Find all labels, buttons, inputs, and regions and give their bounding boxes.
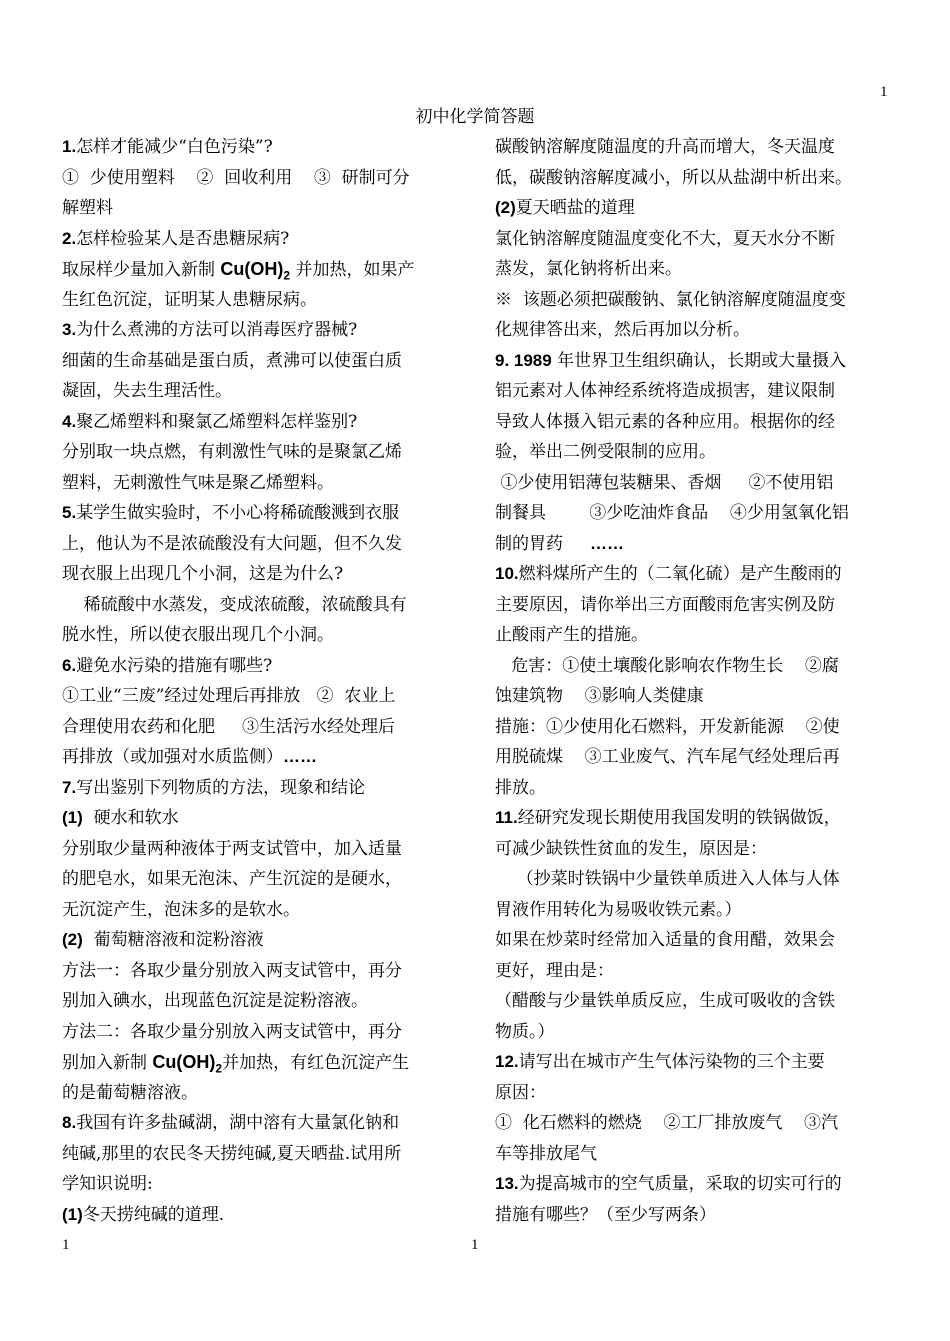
question-number: 8. bbox=[62, 1113, 77, 1132]
text-line bbox=[62, 1169, 462, 1200]
line-text: 我国有许多盐碱湖，湖中溶有大量氯化钠和 bbox=[76, 1113, 400, 1133]
text-line bbox=[495, 1017, 893, 1048]
line-text: 排放。 bbox=[495, 777, 546, 798]
text-line bbox=[62, 285, 462, 316]
text-line bbox=[495, 132, 893, 163]
line-text: 脱水性，所以使衣服出现几个小洞。 bbox=[62, 625, 334, 645]
text-line bbox=[495, 590, 893, 621]
text-line bbox=[495, 529, 893, 560]
line-text: 请写出在城市产生气体污染物的三个主要 bbox=[518, 1052, 825, 1072]
question-number: 2. bbox=[62, 228, 77, 248]
text-line bbox=[495, 498, 893, 529]
text-line bbox=[495, 1200, 893, 1231]
text-line bbox=[495, 834, 893, 865]
line-text: 蒸发，氯化钠将析出来。 bbox=[495, 259, 682, 279]
chemical-formula: Cu(OH) bbox=[220, 259, 284, 279]
text-line bbox=[62, 956, 462, 987]
line-text: 年世界卫生组织确认，长期或大量摄入 bbox=[551, 350, 847, 371]
line-text: 细菌的生命基础是蛋白质，煮沸可以使蛋白质 bbox=[62, 350, 402, 371]
text-line bbox=[62, 651, 462, 682]
text-line bbox=[495, 773, 893, 804]
text-line bbox=[62, 437, 462, 468]
text-line bbox=[495, 620, 893, 651]
question-number: 13. bbox=[495, 1174, 519, 1193]
line-text: 胃液作用转化为易吸收铁元素。） bbox=[495, 899, 742, 920]
line-text: 夏天晒盐的道理 bbox=[515, 198, 635, 218]
question-number: 5. bbox=[62, 503, 77, 522]
line-text: ①少使用铝薄包装糖果、香烟 ②不使用铝 bbox=[495, 472, 834, 493]
line-text: 车等排放尾气 bbox=[495, 1143, 597, 1164]
line-text: 解塑料 bbox=[62, 198, 113, 218]
line-text: 制餐具 ③少吃油炸食品 ④少用氢氧化铝 bbox=[495, 503, 849, 523]
text-line bbox=[62, 925, 462, 956]
line-text: 低，碳酸钠溶解度减小，所以从盐湖中析出来。 bbox=[495, 167, 852, 188]
text-line bbox=[62, 1078, 462, 1109]
line-text: 取尿样少量加入新制 bbox=[62, 260, 221, 280]
line-text: 的肥皂水，如果无泡沫、产生沉淀的是硬水， bbox=[62, 869, 402, 889]
line-text: 某学生做实验时，不小心将稀硫酸溅到衣服 bbox=[76, 503, 400, 523]
ellipsis: …… bbox=[283, 747, 317, 766]
text-line bbox=[495, 956, 893, 987]
text-line bbox=[495, 651, 893, 682]
line-text: 如果在炒菜时经常加入适量的食用醋，效果会 bbox=[495, 930, 835, 950]
question-number: (1) bbox=[62, 1204, 83, 1224]
text-line bbox=[62, 529, 462, 560]
line-text: 稀硫酸中水蒸发，变成浓硫酸，浓硫酸具有 bbox=[62, 594, 407, 615]
text-line bbox=[495, 193, 893, 224]
question-number: 11. bbox=[495, 808, 518, 827]
text-line bbox=[62, 834, 462, 865]
line-text: （抄菜时铁锅中少量铁单质进入人体与人体 bbox=[495, 869, 840, 889]
text-line bbox=[495, 376, 893, 407]
line-text: 纯碱,那里的农民冬天捞纯碱,夏天晒盐.试用所 bbox=[62, 1143, 402, 1164]
line-text: 经研究发现长期使用我国发明的铁锅做饭， bbox=[517, 808, 841, 828]
text-line bbox=[495, 895, 893, 926]
question-number: (2) bbox=[62, 930, 83, 949]
text-line bbox=[62, 346, 462, 377]
line-text: 制的胃药 bbox=[495, 533, 591, 554]
right-column bbox=[495, 132, 893, 1230]
line-text: 分别取少量两种液体于两支试管中，加入适量 bbox=[62, 838, 402, 859]
text-line bbox=[495, 224, 893, 255]
line-text: 止酸雨产生的措施。 bbox=[495, 625, 648, 645]
ellipsis: …… bbox=[590, 533, 625, 553]
text-line bbox=[62, 407, 462, 438]
line-text: 可减少缺铁性贫血的发生，原因是： bbox=[495, 838, 767, 859]
line-text: 硬水和软水 bbox=[82, 808, 179, 828]
text-line bbox=[62, 895, 462, 926]
question-number: 3. bbox=[62, 320, 77, 339]
text-line bbox=[62, 1200, 462, 1231]
question-number: 9. 1989 bbox=[495, 350, 552, 370]
text-line bbox=[495, 468, 893, 499]
question-number: 10. bbox=[495, 564, 519, 583]
text-line bbox=[62, 224, 462, 255]
line-text: （醋酸与少量铁单质反应，生成可吸收的含铁 bbox=[495, 991, 835, 1011]
text-line bbox=[62, 163, 462, 194]
formula-subscript: 2 bbox=[215, 1061, 223, 1076]
text-line bbox=[495, 437, 893, 468]
line-text: 怎样才能减少“白色污染”? bbox=[76, 137, 273, 157]
formula-subscript: 2 bbox=[283, 268, 291, 283]
question-number: 7. bbox=[62, 777, 77, 797]
line-text: ① 化石燃料的燃烧 ②工厂排放废气 ③汽 bbox=[495, 1113, 839, 1133]
line-text: ① 少使用塑料 ② 回收利用 ③ 研制可分 bbox=[62, 167, 410, 188]
text-line bbox=[495, 163, 893, 194]
line-text: 写出鉴别下列物质的方法，现象和结论 bbox=[76, 777, 366, 798]
line-text: 为提高城市的空气质量，采取的切实可行的 bbox=[518, 1174, 842, 1194]
question-number: (1) bbox=[62, 808, 83, 827]
line-text: 塑料，无刺激性气味是聚乙烯塑料。 bbox=[62, 472, 334, 493]
text-line bbox=[62, 254, 462, 285]
line-text: 生红色沉淀，证明某人患糖尿病。 bbox=[62, 289, 317, 310]
text-line bbox=[62, 803, 462, 834]
line-text: 导致人体摄入铝元素的各种应用。根据你的经 bbox=[495, 411, 835, 432]
text-line bbox=[62, 1047, 462, 1078]
text-line bbox=[62, 498, 462, 529]
text-line bbox=[62, 864, 462, 895]
line-text: ※ 该题必须把碳酸钠、氯化钠溶解度随温度变 bbox=[495, 289, 846, 310]
line-text: 原因： bbox=[495, 1082, 546, 1103]
line-text: 无沉淀产生，泡沫多的是软水。 bbox=[62, 899, 300, 920]
line-text: 现衣服上出现几个小洞，这是为什么? bbox=[62, 564, 344, 584]
text-line bbox=[62, 773, 462, 804]
line-text: 为什么煮沸的方法可以消毒医疗器械? bbox=[76, 320, 358, 340]
line-text: 物质。） bbox=[495, 1021, 555, 1042]
line-text: 碳酸钠溶解度随温度的升高而增大，冬天温度 bbox=[495, 137, 835, 157]
line-text: 合理使用农药和化肥 ③生活污水经处理后 bbox=[62, 716, 396, 737]
question-number: 1. bbox=[62, 137, 77, 156]
page-title: 初中化学简答题 bbox=[415, 107, 535, 127]
line-text: 主要原因，请你举出三方面酸雨危害实例及防 bbox=[495, 594, 835, 615]
line-text: 并加热，有红色沉淀产生 bbox=[222, 1053, 410, 1073]
text-line bbox=[62, 193, 462, 224]
line-text: 验，举出二例受限制的应用。 bbox=[495, 442, 716, 462]
text-line bbox=[495, 681, 893, 712]
text-line bbox=[495, 1047, 893, 1078]
line-text: 冬天捞纯碱的道理. bbox=[82, 1204, 225, 1225]
line-text: 并加热，如果产 bbox=[290, 260, 415, 280]
text-line bbox=[495, 1169, 893, 1200]
line-text: 避免水污染的措施有哪些? bbox=[76, 655, 273, 676]
left-column bbox=[62, 132, 462, 1230]
text-line bbox=[495, 559, 893, 590]
line-text: 学知识说明: bbox=[62, 1174, 153, 1194]
line-text: 再排放（或加强对水质监侧） bbox=[62, 747, 283, 767]
line-text: 凝固，失去生理活性。 bbox=[62, 381, 232, 401]
chemical-formula: Cu(OH) bbox=[152, 1052, 216, 1072]
page-number-bottom-left: 1 bbox=[62, 1237, 70, 1253]
line-text: 更好，理由是： bbox=[495, 960, 614, 981]
text-line bbox=[62, 742, 462, 773]
line-text: 措施：①少使用化石燃料，开发新能源 ②使 bbox=[495, 716, 840, 737]
line-text: 分别取一块点燃，有刺激性气味的是聚氯乙烯 bbox=[62, 442, 402, 462]
question-number: 12. bbox=[495, 1052, 519, 1071]
text-line bbox=[495, 1139, 893, 1170]
question-number: 4. bbox=[62, 411, 77, 431]
question-number: (2) bbox=[495, 198, 516, 217]
text-line bbox=[495, 1078, 893, 1109]
text-line bbox=[62, 986, 462, 1017]
line-text: ①工业“三废”经过处理后再排放 ② 农业上 bbox=[62, 686, 396, 706]
line-text: 化规律答出来，然后再加以分析。 bbox=[495, 320, 750, 340]
text-line bbox=[62, 468, 462, 499]
line-text: 聚乙烯塑料和聚氯乙烯塑料怎样鉴别? bbox=[76, 411, 358, 432]
line-text: 上，他认为不是浓硫酸没有大问题，但不久发 bbox=[62, 533, 402, 554]
text-line bbox=[62, 681, 462, 712]
text-line bbox=[62, 1017, 462, 1048]
text-line bbox=[495, 254, 893, 285]
text-line bbox=[495, 803, 893, 834]
text-line bbox=[495, 407, 893, 438]
text-line bbox=[495, 346, 893, 377]
line-text: 措施有哪些？（至少写两条） bbox=[495, 1204, 716, 1225]
text-line bbox=[62, 559, 462, 590]
text-line bbox=[62, 1108, 462, 1139]
page-number-top: 1 bbox=[880, 84, 888, 100]
text-line bbox=[495, 742, 893, 773]
text-line bbox=[62, 590, 462, 621]
text-line bbox=[495, 986, 893, 1017]
text-line bbox=[495, 712, 893, 743]
line-text: 怎样检验某人是否患糖尿病? bbox=[76, 228, 290, 249]
line-text: 铝元素对人体神经系统将造成损害，建议限制 bbox=[495, 381, 835, 401]
text-line bbox=[62, 376, 462, 407]
text-line bbox=[62, 315, 462, 346]
line-text: 氯化钠溶解度随温度变化不大，夏天水分不断 bbox=[495, 228, 835, 249]
line-text: 燃料煤所产生的（二氧化硫）是产生酸雨的 bbox=[518, 564, 842, 584]
text-line bbox=[62, 620, 462, 651]
line-text: 方法二：各取少量分别放入两支试管中，再分 bbox=[62, 1021, 402, 1042]
text-line bbox=[495, 285, 893, 316]
line-text: 的是葡萄糖溶液。 bbox=[62, 1082, 198, 1103]
line-text: 蚀建筑物 ③影响人类健康 bbox=[495, 686, 704, 706]
page-number-bottom-center: 1 bbox=[471, 1237, 479, 1253]
text-line bbox=[62, 712, 462, 743]
line-text: 葡萄糖溶液和淀粉溶液 bbox=[82, 930, 264, 950]
text-line bbox=[62, 132, 462, 163]
line-text: 危害：①使土壤酸化影响农作物生长 ②腐 bbox=[495, 655, 839, 676]
line-text: 用脱硫煤 ③工业废气、汽车尾气经处理后再 bbox=[495, 747, 840, 767]
line-text: 方法一：各取少量分别放入两支试管中，再分 bbox=[62, 960, 402, 981]
text-line bbox=[495, 1108, 893, 1139]
text-line bbox=[62, 1139, 462, 1170]
text-line bbox=[495, 315, 893, 346]
line-text: 别加入碘水，出现蓝色沉淀是淀粉溶液。 bbox=[62, 991, 368, 1011]
line-text: 别加入新制 bbox=[62, 1053, 153, 1073]
question-number: 6. bbox=[62, 655, 77, 675]
text-line bbox=[495, 864, 893, 895]
text-line bbox=[495, 925, 893, 956]
